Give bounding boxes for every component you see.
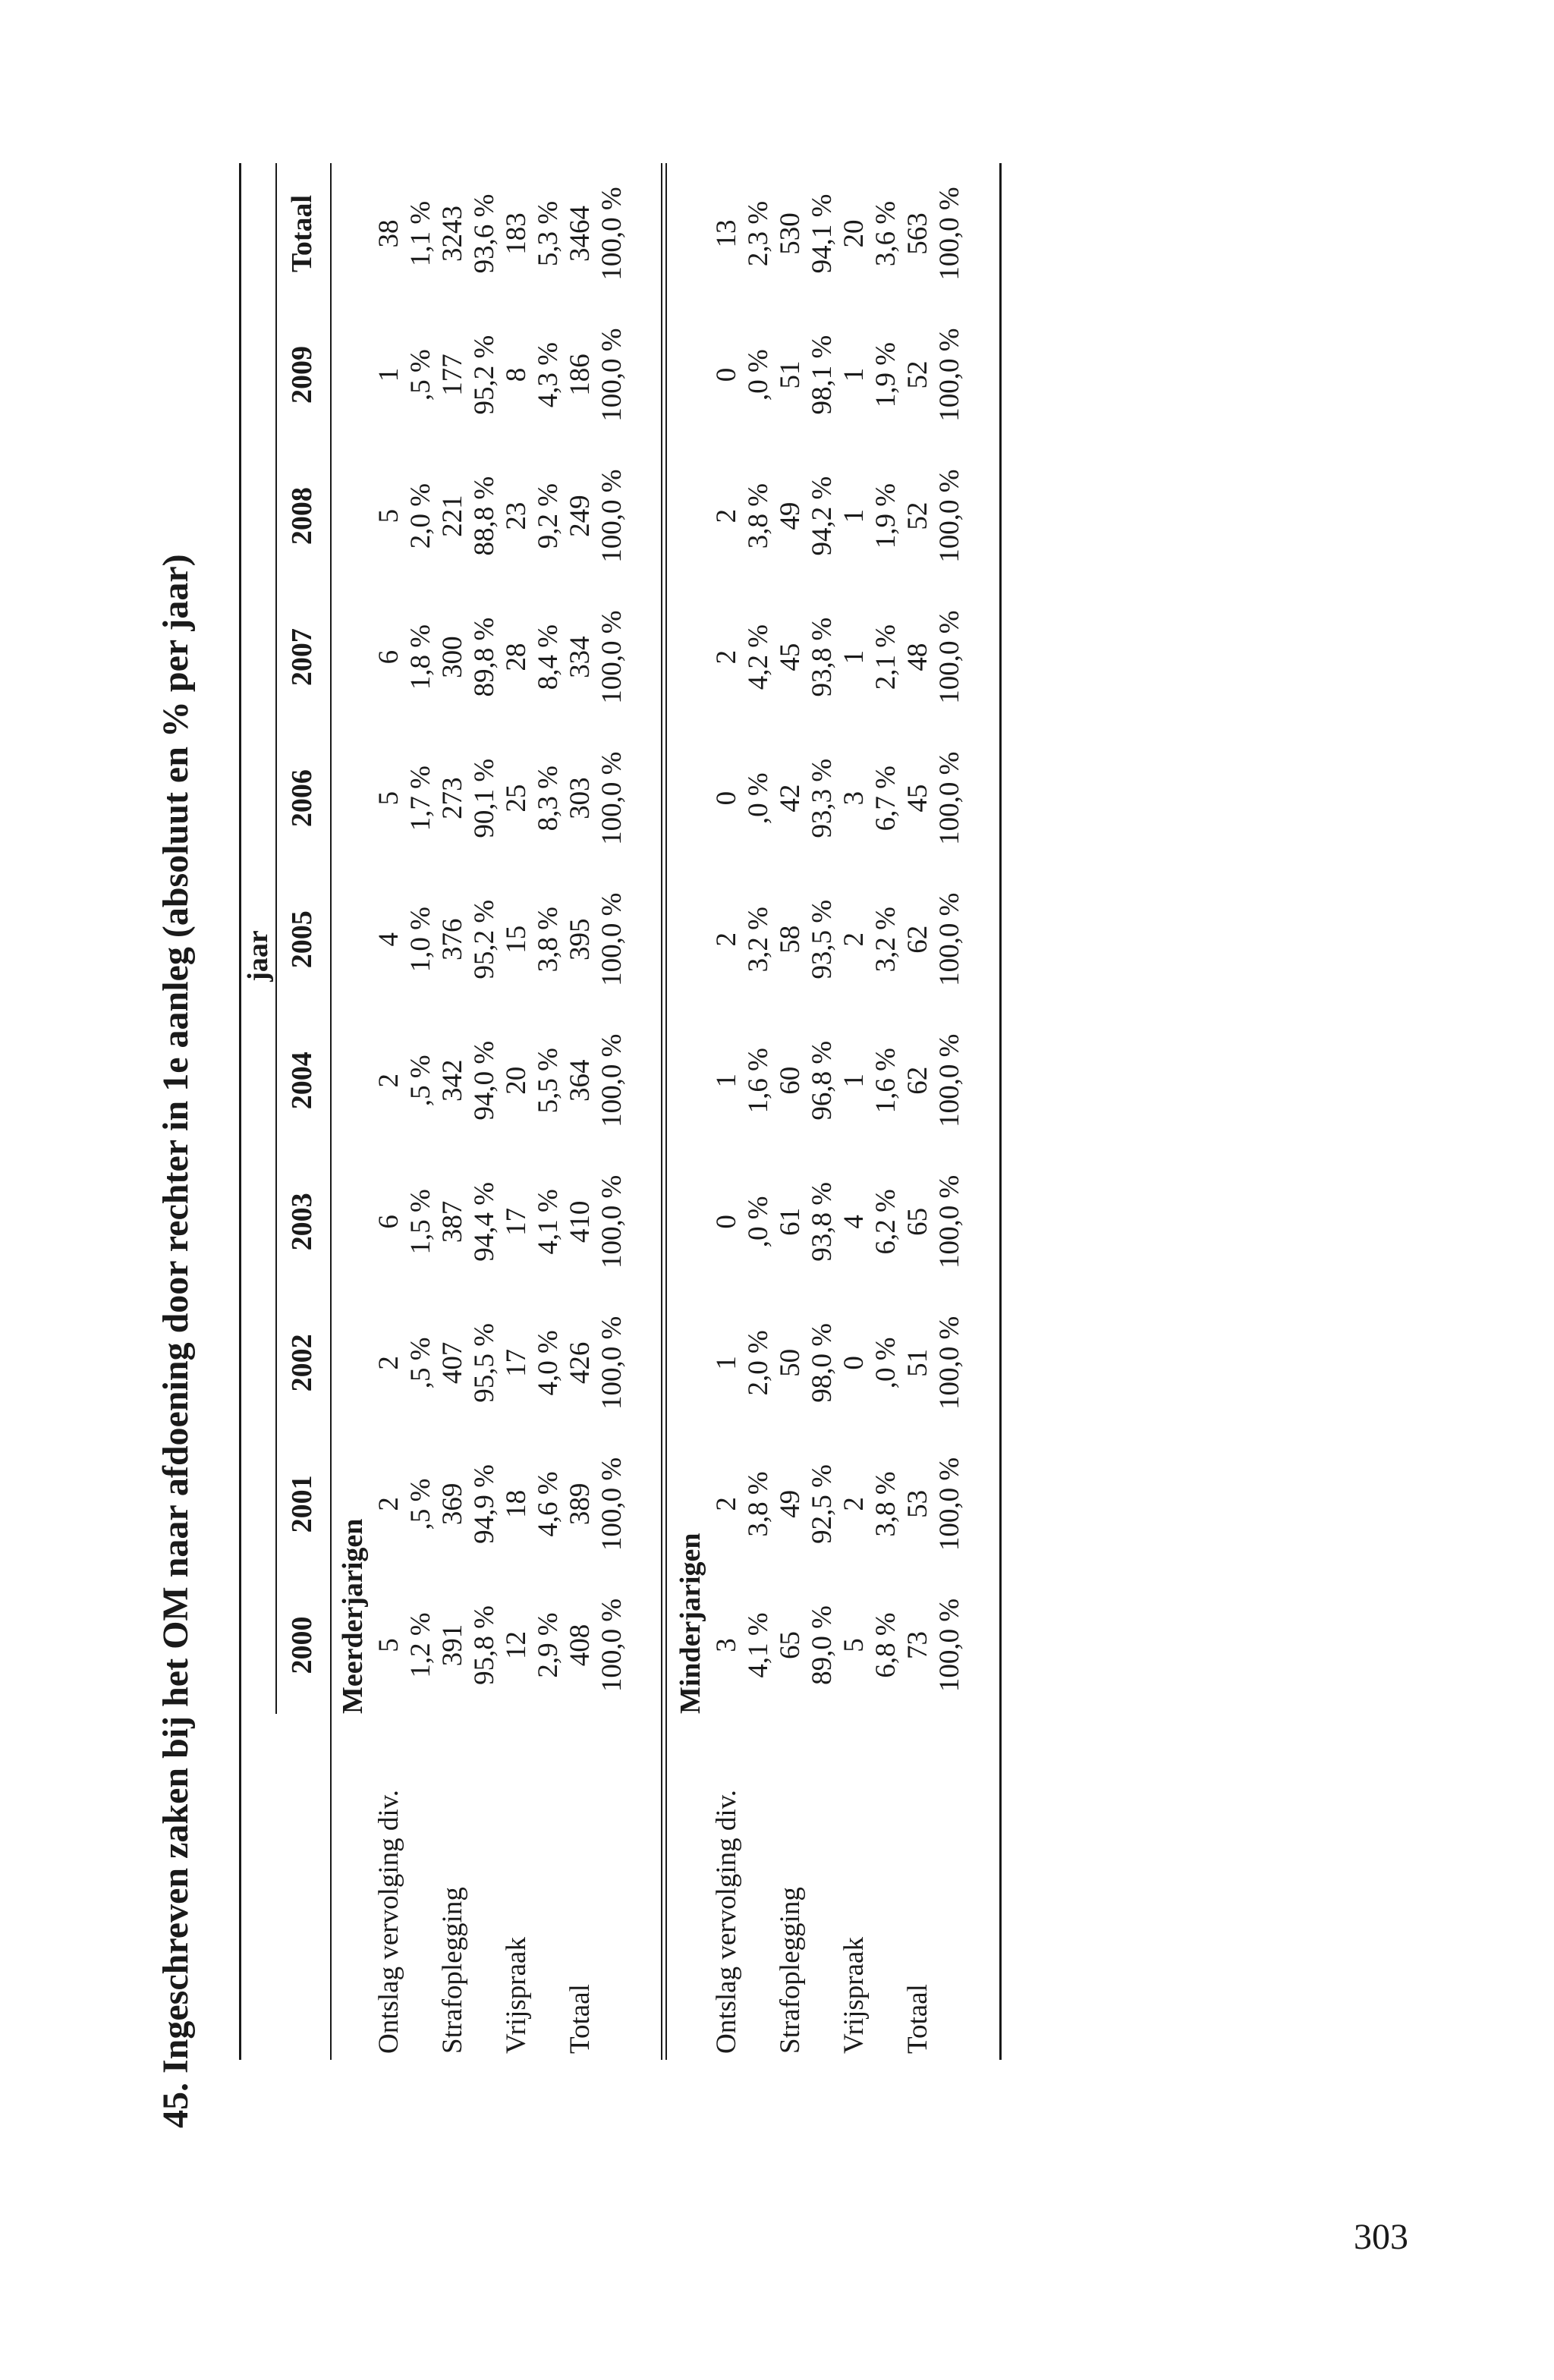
table-cell: 1 [838, 508, 870, 523]
table-row [742, 163, 774, 2060]
table-cell: 62 [901, 925, 933, 954]
table-cell: 100,0 % [596, 1598, 628, 1693]
table-cell: 100,0 % [933, 751, 965, 845]
row-label: Ontslag vervolging div. [710, 1789, 742, 2054]
table-cell: 3,8 % [532, 907, 564, 973]
table-cell: 3,8 % [742, 1471, 774, 1537]
table-cell: 95,2 % [468, 335, 500, 415]
table-cell: 3,6 % [870, 200, 901, 267]
table-cell: 395 [564, 918, 596, 960]
table-cell: 0 [710, 791, 742, 806]
table-cell: 3 [838, 791, 870, 806]
table-cell: 8,4 % [532, 624, 564, 690]
rotated-page [148, 133, 1059, 2128]
table-cell: 89,8 % [468, 617, 500, 697]
table-cell: 15 [500, 925, 532, 954]
table-cell: 6,2 % [870, 1189, 901, 1255]
table-cell: 94,4 % [468, 1181, 500, 1262]
table-cell: ,0 % [742, 349, 774, 401]
column-header: 2008 [286, 487, 318, 545]
table-row [468, 163, 500, 2060]
table-cell: 1 [838, 1074, 870, 1088]
table-cell: 221 [436, 495, 468, 537]
table-cell: 273 [436, 777, 468, 819]
column-header: 2006 [286, 769, 318, 828]
table-cell: 100,0 % [933, 892, 965, 986]
table-row [596, 163, 628, 2060]
table-cell: 3,2 % [742, 907, 774, 973]
table-cell: 6 [373, 1215, 404, 1229]
table-cell: 2 [710, 508, 742, 523]
table-cell: 342 [436, 1059, 468, 1102]
table-cell: 387 [436, 1200, 468, 1243]
table-cell: 60 [774, 1066, 806, 1095]
table-cell: 95,8 % [468, 1605, 500, 1685]
table-row [901, 163, 933, 2060]
table-cell: 52 [901, 501, 933, 530]
header-rule [330, 163, 332, 2060]
table-cell: 100,0 % [933, 187, 965, 281]
table-cell: 426 [564, 1341, 596, 1385]
table-cell: 100,0 % [596, 1174, 628, 1269]
table-cell: 364 [564, 1059, 596, 1102]
table-cell: 62 [901, 1066, 933, 1095]
table-cell: 4 [373, 932, 404, 947]
top-rule [239, 163, 241, 2060]
table-cell: 38 [373, 219, 404, 248]
table-cell: 1,2 % [404, 1612, 436, 1678]
table-cell: 96,8 % [806, 1040, 838, 1121]
table-cell: 3 [710, 1638, 742, 1652]
table-cell: 8 [500, 367, 532, 382]
table-cell: ,0 % [870, 1337, 901, 1389]
table-cell: 2,0 % [404, 483, 436, 549]
year-group-label: jaar [242, 930, 274, 982]
column-header: 2004 [286, 1052, 318, 1110]
table-cell: 0 [710, 1215, 742, 1229]
table-cell: 100,0 % [933, 1316, 965, 1410]
table-cell: 65 [774, 1630, 806, 1659]
table-cell: 12 [500, 1630, 532, 1659]
table-cell: 1,1 % [404, 200, 436, 267]
table-cell: 2 [373, 1356, 404, 1370]
table-cell: 5 [838, 1638, 870, 1652]
table-cell: 100,0 % [596, 1316, 628, 1410]
table-row [404, 163, 436, 2060]
table-cell: 45 [774, 643, 806, 671]
table-cell: 89,0 % [806, 1605, 838, 1685]
table-cell: 17 [500, 1348, 532, 1377]
table-cell: 98,0 % [806, 1322, 838, 1403]
table-cell: 42 [774, 784, 806, 813]
table-cell: 49 [774, 501, 806, 530]
table-cell: 2 [710, 1497, 742, 1511]
table-cell: 5,3 % [532, 200, 564, 267]
table-cell: 2 [373, 1497, 404, 1511]
table-cell: 100,0 % [933, 1174, 965, 1269]
table-cell: 0 [838, 1356, 870, 1370]
table-cell: 100,0 % [596, 892, 628, 986]
table-cell: 2 [710, 932, 742, 947]
table-cell: 6 [373, 649, 404, 665]
table-cell: 1,7 % [404, 766, 436, 832]
table-cell: 93,8 % [806, 1181, 838, 1262]
column-header: Totaal [286, 194, 318, 273]
table-cell: 563 [901, 212, 933, 255]
table-cell: 4,2 % [742, 624, 774, 690]
column-header: 2005 [286, 910, 318, 969]
column-header: 2002 [286, 1334, 318, 1392]
table-cell: 100,0 % [933, 469, 965, 563]
table-cell: 1 [373, 367, 404, 382]
table-row [564, 163, 596, 2060]
table-cell: 408 [564, 1624, 596, 1667]
table-cell: 407 [436, 1341, 468, 1385]
table-cell: 5 [373, 1638, 404, 1652]
table-cell: 100,0 % [596, 187, 628, 281]
table-cell: 410 [564, 1200, 596, 1243]
table-cell: 3,8 % [742, 483, 774, 549]
table-cell: 5 [373, 791, 404, 806]
table-cell: 177 [436, 354, 468, 396]
table-cell: 98,1 % [806, 335, 838, 415]
table-cell: 5,5 % [532, 1048, 564, 1114]
table-cell: 4,1 % [532, 1189, 564, 1255]
table-cell: 94,1 % [806, 193, 838, 274]
table-cell: 28 [500, 643, 532, 671]
table-cell: 8,3 % [532, 766, 564, 832]
table-cell: 530 [774, 212, 806, 255]
table-cell: 100,0 % [933, 610, 965, 704]
table-cell: 51 [774, 360, 806, 389]
table-cell: 2 [838, 932, 870, 947]
row-label: Totaal [564, 1984, 596, 2054]
table-cell: 73 [901, 1630, 933, 1659]
table-cell: 100,0 % [596, 751, 628, 845]
table-cell: 100,0 % [596, 469, 628, 563]
table-cell: ,5 % [404, 1055, 436, 1107]
column-header: 2000 [286, 1616, 318, 1674]
table-cell: 186 [564, 354, 596, 396]
table-cell: 95,5 % [468, 1322, 500, 1403]
table-cell: 50 [774, 1348, 806, 1377]
table-cell: 2,0 % [742, 1330, 774, 1396]
table-cell: 18 [500, 1489, 532, 1518]
table-cell: ,5 % [404, 1337, 436, 1389]
table-cell: 65 [901, 1207, 933, 1236]
table-cell: 100,0 % [933, 1598, 965, 1693]
table-cell: 249 [564, 495, 596, 537]
table-cell: 1 [838, 367, 870, 382]
table-cell: 300 [436, 636, 468, 678]
table-cell: 88,8 % [468, 476, 500, 556]
row-label: Totaal [901, 1984, 933, 2054]
table-cell: 100,0 % [933, 1457, 965, 1552]
table-row [806, 163, 838, 2060]
table-cell: 100,0 % [933, 1033, 965, 1127]
row-label: Strafoplegging [774, 1887, 806, 2054]
table-cell: 1 [710, 1356, 742, 1370]
bottom-rule [999, 163, 1002, 2060]
column-header-row [283, 163, 321, 2060]
table-cell: 49 [774, 1489, 806, 1518]
table-cell: 3,2 % [870, 907, 901, 973]
table-row [774, 163, 806, 2060]
table-row [436, 163, 468, 2060]
table-cell: 4 [838, 1215, 870, 1229]
table-cell: 93,8 % [806, 617, 838, 697]
table-cell: 94,2 % [806, 476, 838, 556]
table-cell: 0 [710, 367, 742, 382]
table-cell: 4,1 % [742, 1612, 774, 1678]
table-row [710, 163, 742, 2060]
table-cell: 369 [436, 1482, 468, 1526]
table-cell: ,0 % [742, 772, 774, 825]
table-cell: 183 [500, 212, 532, 255]
table-cell: 3,8 % [870, 1471, 901, 1537]
column-header: 2003 [286, 1193, 318, 1251]
row-label: Ontslag vervolging div. [373, 1789, 404, 2054]
table-cell: 45 [901, 784, 933, 813]
table-row [500, 163, 532, 2060]
table-cell: ,5 % [404, 1478, 436, 1530]
group-separator-rule [665, 163, 667, 2060]
table-cell: 1,5 % [404, 1189, 436, 1255]
table-cell: 90,1 % [468, 758, 500, 838]
row-label: Strafoplegging [436, 1887, 468, 2054]
table-cell: 17 [500, 1207, 532, 1236]
group-separator-rule [661, 163, 662, 2060]
table-cell: 1,0 % [404, 907, 436, 973]
table-cell: 6,7 % [870, 766, 901, 832]
column-header: 2001 [286, 1475, 318, 1533]
table-cell: 100,0 % [933, 328, 965, 422]
table-cell: 4,0 % [532, 1330, 564, 1396]
table-cell: 4,6 % [532, 1471, 564, 1537]
table-cell: 100,0 % [596, 610, 628, 704]
table-cell: 13 [710, 219, 742, 248]
table-cell: 4,3 % [532, 341, 564, 408]
table-cell: 1,9 % [870, 341, 901, 408]
table-cell: 2 [838, 1497, 870, 1511]
table-cell: 100,0 % [596, 1457, 628, 1552]
column-header: 2007 [286, 628, 318, 687]
table-cell: 100,0 % [596, 328, 628, 422]
table-cell: 376 [436, 918, 468, 960]
table-cell: 93,5 % [806, 899, 838, 979]
table-cell: 61 [774, 1207, 806, 1236]
table-cell: 389 [564, 1482, 596, 1526]
table-cell: 334 [564, 636, 596, 678]
row-label: Vrijspraak [838, 1937, 870, 2054]
table-cell: 53 [901, 1489, 933, 1518]
table-row [532, 163, 564, 2060]
table-cell: 93,6 % [468, 193, 500, 274]
table-cell: 92,5 % [806, 1464, 838, 1544]
table-cell: 94,0 % [468, 1040, 500, 1121]
table-cell: 51 [901, 1348, 933, 1377]
year-group-rule [275, 163, 277, 1714]
table-row [870, 163, 901, 2060]
table-cell: 23 [500, 501, 532, 530]
table-cell: 1,6 % [742, 1048, 774, 1114]
table-cell: ,5 % [404, 349, 436, 401]
table-cell: 58 [774, 925, 806, 954]
table-cell: 1 [838, 649, 870, 665]
table-cell: 1 [710, 1074, 742, 1088]
table-cell: ,0 % [742, 1196, 774, 1248]
table-cell: 2,3 % [742, 200, 774, 267]
table-cell: 5 [373, 508, 404, 523]
table-cell: 391 [436, 1624, 468, 1667]
table-cell: 3464 [564, 205, 596, 262]
group-title-minderjarigen: Minderjarigen [675, 1533, 706, 1714]
table-cell: 100,0 % [596, 1033, 628, 1127]
page-number: 303 [1354, 2217, 1408, 2257]
table-cell: 2,9 % [532, 1612, 564, 1678]
table-cell: 2 [710, 649, 742, 665]
table-cell: 20 [500, 1066, 532, 1095]
table-row [373, 163, 404, 2060]
table-cell: 1,8 % [404, 624, 436, 690]
table-cell: 52 [901, 360, 933, 389]
table-cell: 2,1 % [870, 624, 901, 690]
table-cell: 9,2 % [532, 483, 564, 549]
table-cell: 94,9 % [468, 1464, 500, 1544]
table-cell: 3243 [436, 205, 468, 262]
row-label: Vrijspraak [500, 1937, 532, 2054]
table-cell: 1,6 % [870, 1048, 901, 1114]
table-cell: 48 [901, 643, 933, 671]
table-cell: 20 [838, 219, 870, 248]
table-row [838, 163, 870, 2060]
table-title: 45. Ingeschreven zaken bij het OM naar afdoening door rechter in 1e aanleg (absoluut en % per jaar) [156, 554, 196, 2128]
table-cell: 1,9 % [870, 483, 901, 549]
table-cell: 2 [373, 1074, 404, 1088]
table-row [933, 163, 965, 2060]
group-title-meerderjarigen: Meerderjarigen [337, 1518, 369, 1714]
table-cell: 6,8 % [870, 1612, 901, 1678]
column-header: 2009 [286, 346, 318, 404]
table-cell: 303 [564, 777, 596, 819]
table-cell: 25 [500, 784, 532, 813]
table-cell: 93,3 % [806, 758, 838, 838]
table-cell: 95,2 % [468, 899, 500, 979]
